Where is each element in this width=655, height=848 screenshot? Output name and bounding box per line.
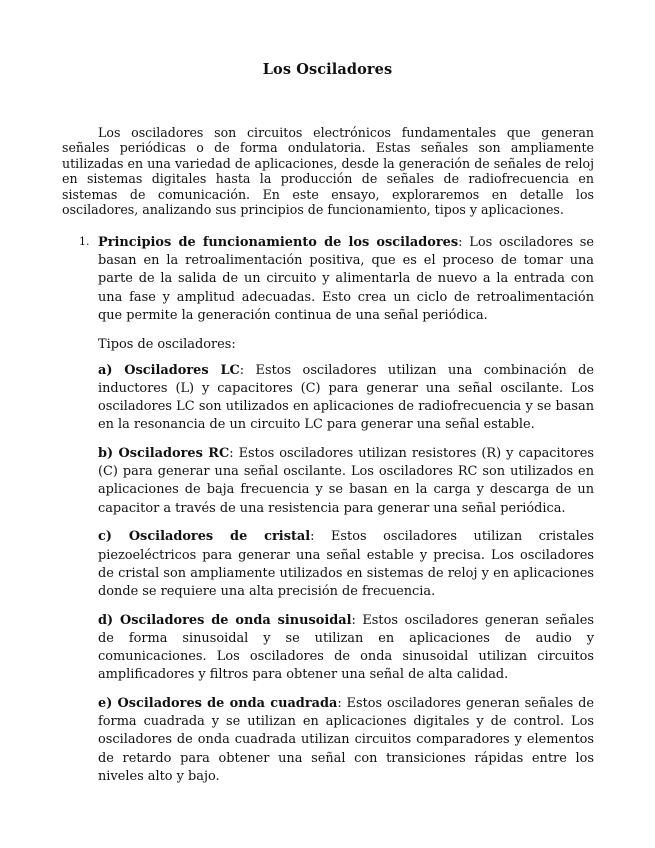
section-heading: Principios de funcionamiento de los osciladores <box>98 235 459 250</box>
type-sine <box>98 612 594 685</box>
list-item-1 <box>79 234 594 325</box>
type-heading: d) Osciladores de onda sinusoidal <box>98 612 352 628</box>
type-rc <box>98 445 594 518</box>
type-heading: a) Osciladores LC <box>98 362 240 378</box>
section-principles <box>98 234 594 325</box>
type-lc <box>98 362 594 435</box>
type-heading: e) Osciladores de onda cuadrada <box>98 695 338 711</box>
intro-paragraph: Los osciladores son circuitos electrónicos fundamentales que generan señales periódicas o de forma ondulatoria. Estas señales son ampliamente utilizadas en una variedad de aplicaciones, desde la generación de señales de reloj en sistemas digitales hasta la producción de señales de radiofrecuencia en sistemas de comunicación. En este ensayo, exploraremos en detalle los osciladores, analizando sus principios de funcionamiento, tipos y aplicaciones. <box>62 125 594 218</box>
type-text: : Estos osciladores utilizan una combinación de inductores (L) y capacitores (C) para generar una señal oscilante. Los osciladores LC son utilizados en aplicaciones de radiofrecuencia y se basan en la resonancia de un circuito LC para generar una señal estable. <box>98 362 594 433</box>
type-crystal <box>98 528 594 601</box>
type-heading: c) Osciladores de cristal <box>98 529 311 545</box>
type-heading: b) Osciladores RC <box>98 446 230 462</box>
page-title: Los Osciladores <box>262 61 393 78</box>
type-square <box>98 695 594 786</box>
section-text: : Los osciladores se basan en la retroalimentación positiva, que es el proceso de tomar una parte de la salida de un circuito y alimentarla de nuevo a la entrada con una fase y amplitud adecuadas. Esto crea un ciclo de retroalimentación que permite la generación continua de una señal periódica. <box>98 235 594 323</box>
numbered-list <box>79 234 595 796</box>
type-text: : Estos osciladores generan señales de forma cuadrada y se utilizan en aplicaciones digitales y de control. Los osciladores de onda cuadrada utilizan circuitos comparadores y elementos de retardo para obtener una señal con transiciones rápidas entre los niveles alto y bajo. <box>98 695 595 784</box>
list-number: 1. <box>79 235 90 248</box>
type-text: : Estos osciladores utilizan resistores (R) y capacitores (C) para generar una señal oscilante. Los osciladores RC son utilizados en aplicaciones de baja frecuencia y se basan en la carga y descarga de un capacitor a través de una resistencia para generar una señal periódica. <box>98 446 594 516</box>
type-text: : Estos osciladores generan señales de forma sinusoidal y se utilizan en aplicaciones de audio y comunicaciones. Los osciladores de onda sinusoidal utilizan circuitos amplificadores y filtros para obtener una señal de alta calidad. <box>98 612 594 683</box>
types-heading: Tipos de osciladores: <box>98 336 236 352</box>
type-text: : Estos osciladores utilizan cristales piezoeléctricos para generar una señal estable y precisa. Los osciladores de cristal son ampliamente utilizados en sistemas de reloj y en aplicaciones donde se requiere una alta precisión de frecuencia. <box>98 529 595 599</box>
